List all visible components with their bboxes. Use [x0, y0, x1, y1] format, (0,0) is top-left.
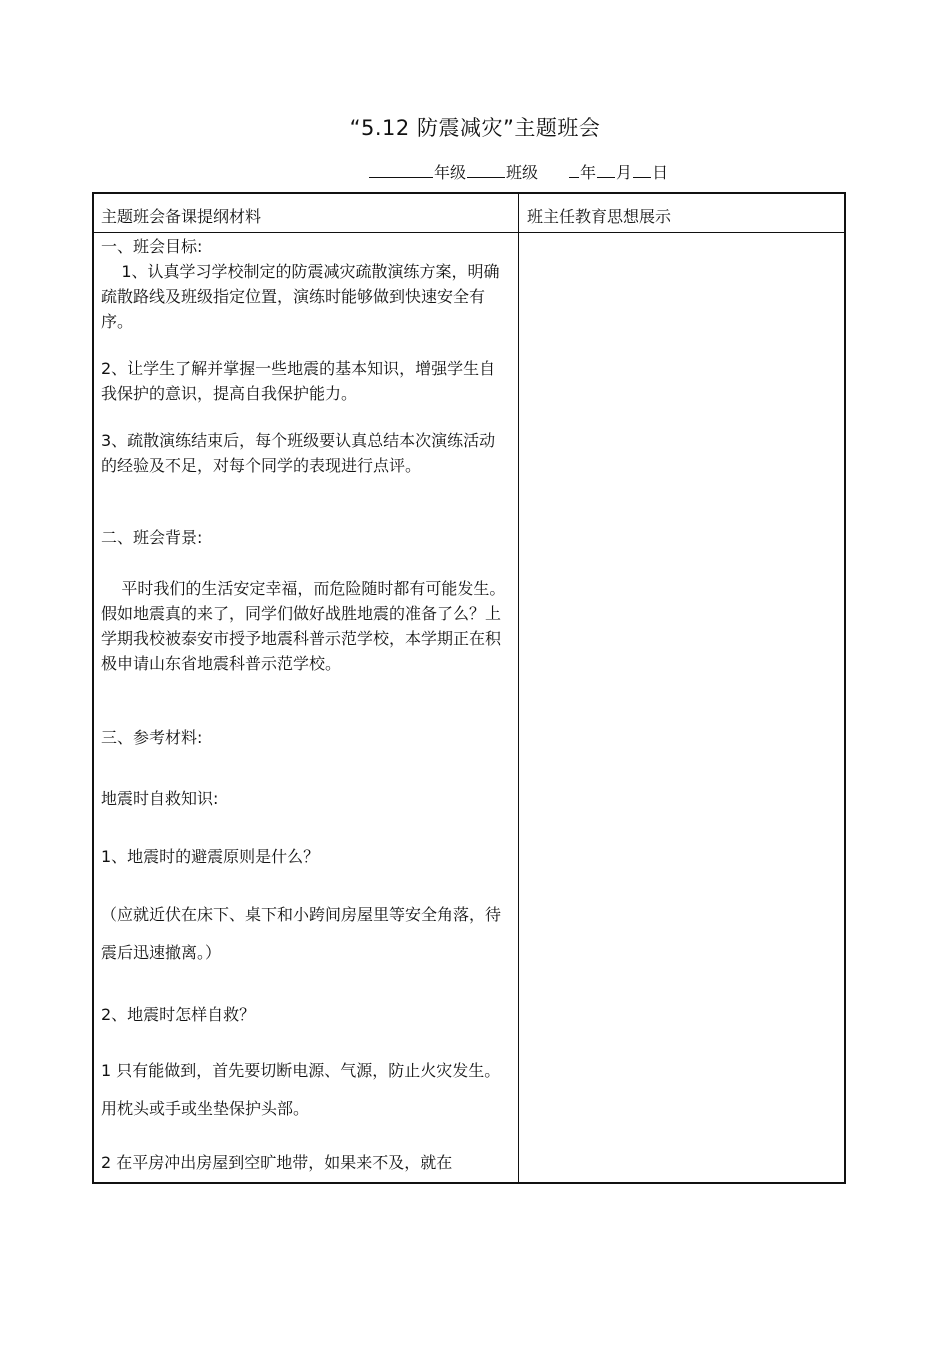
month-blank [597, 161, 615, 178]
goal-1-paragraph: 1、认真学习学校制定的防震减灾疏散演练方案，明确疏散路线及班级指定位置，演练时能够做到快速安全有序。 [101, 262, 500, 331]
grade-blank [369, 161, 433, 178]
question-2: 2、地震时怎样自救？ [101, 1005, 256, 1024]
answer-2-item-2: 2 在平房冲出房屋到空旷地带，如果来不及，就在 [101, 1153, 453, 1172]
lesson-plan-table [92, 192, 846, 1184]
column-divider [518, 194, 519, 1182]
question-1: 1、地震时的避震原则是什么？ [101, 847, 320, 866]
class-blank [467, 161, 505, 178]
year-label: 年 [580, 163, 597, 182]
day-label: 日 [652, 163, 669, 182]
table-header-row [94, 194, 844, 233]
goal-2-paragraph: 2、让学生了解并掌握一些地震的基本知识，增强学生自我保护的意识，提高自我保护能力。 [101, 359, 496, 403]
answer-2-item-1: 1 只有能做到，首先要切断电源、气源，防止火灾发生。用枕头或手或坐垫保护头部。 [101, 1061, 501, 1118]
grade-class-date-line [368, 160, 668, 183]
section-heading-references: 三、参考材料: [101, 728, 203, 747]
class-label: 班级 [506, 163, 539, 182]
goal-3-paragraph: 3、疏散演练结束后，每个班级要认真总结本次演练活动的经验及不足，对每个同学的表现进行点评。 [101, 431, 496, 475]
section-heading-background: 二、班会背景: [101, 528, 203, 547]
answer-1: （应就近伏在床下、桌下和小跨间房屋里等安全角落，待震后迅速撤离。） [101, 905, 502, 962]
background-paragraph: 平时我们的生活安定幸福，而危险随时都有可能发生。假如地震真的来了，同学们做好战胜地震的准备了么？上学期我校被泰安市授予地震科普示范学校，本学期正在积极申请山东省地震科普示范学校。 [101, 579, 506, 673]
year-blank [569, 161, 579, 178]
grade-label: 年级 [434, 163, 467, 182]
left-column-header: 主题班会备课提纲材料 [101, 207, 262, 226]
right-column-header: 班主任教育思想展示 [527, 207, 672, 226]
day-blank [633, 161, 651, 178]
section-heading-goals: 一、班会目标: [101, 237, 203, 256]
self-rescue-heading: 地震时自救知识: [101, 789, 219, 808]
month-label: 月 [616, 163, 633, 182]
document-title: “5.12 防震减灾”主题班会 [349, 116, 601, 140]
